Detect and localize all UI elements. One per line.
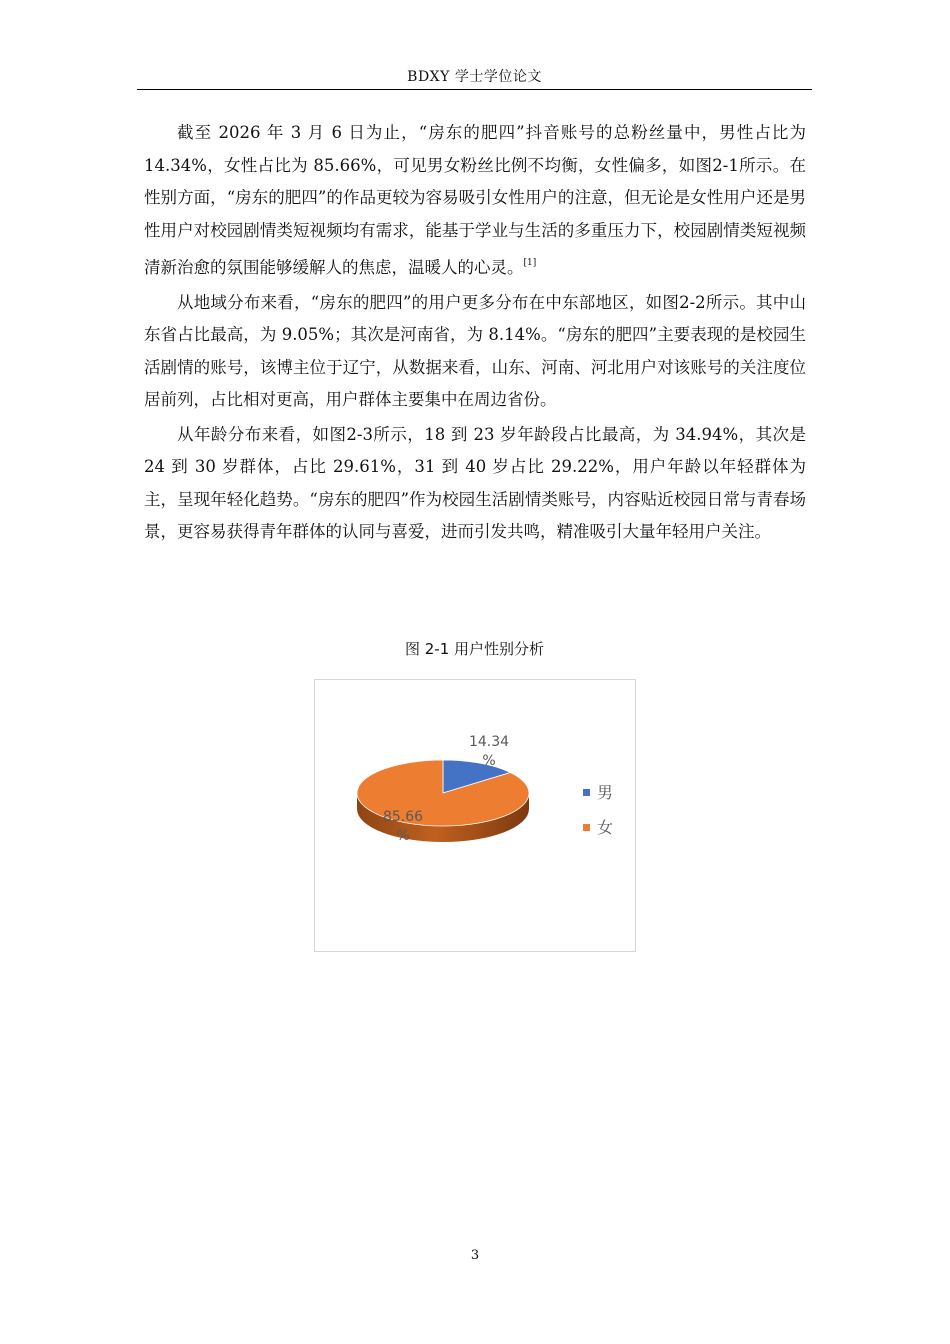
- gender-pie-chart: [314, 679, 636, 952]
- header-rule: [137, 89, 812, 90]
- paragraph-age: 从年龄分布来看，如图2-3所示，18 到 23 岁年龄段占比最高，为 34.94%，其次是 24 到 30 岁群体，占比 29.61%，31 到 40 岁占比 29.22%，用户年龄以年轻群体为主，呈现年轻化趋势。“房东的肥四”作为校园生活剧情类账号，内容贴近校园日常与青春场景，更容易获得青年群体的认同与喜爱，进而引发共鸣，精准吸引大量年轻用户关注。: [144, 424, 806, 541]
- paragraph-gender: [144, 117, 806, 285]
- pie-group: [357, 734, 529, 844]
- figure-caption: 图 2-1 用户性别分析: [404, 640, 545, 658]
- pie-chart-svg: [315, 680, 635, 951]
- body-text: [144, 117, 806, 551]
- paragraph-region: 从地域分布来看，“房东的肥四”的用户更多分布在中东部地区，如图2-2所示。其中山东省占比最高，为 9.05%；其次是河南省，为 8.14%。“房东的肥四”主要表现的是校园生活剧情的账号，该博主位于辽宁，从数据来看，山东、河南、河北用户对该账号的关注度位居前列，占比相对更高，用户群体主要集中在周边省份。: [144, 292, 806, 409]
- citation-ref[interactable]: [1]: [523, 258, 537, 268]
- legend-label-0: 男: [597, 783, 614, 802]
- legend-swatch-1: [583, 824, 590, 831]
- legend-label-1: 女: [597, 818, 614, 837]
- paragraph-gender-text: 截至 2026 年 3 月 6 日为止，“房东的肥四”抖音账号的总粉丝量中，男性占比为 14.34%，女性占比为 85.66%，可见男女粉丝比例不均衡，女性偏多，如图2-1所示。在性别方面，“房东的肥四”的作品更较为容易吸引女性用户的注意，但无论是女性用户还是男性用户对校园剧情类短视频均有需求，能基于学业与生活的多重压力下，校园剧情类短视频清新治愈的氛围能够缓解人的焦虑，温暖人的心灵。: [144, 123, 806, 277]
- pie-data-label-1: 85.66 %: [382, 809, 424, 844]
- page-number: 3: [470, 1248, 480, 1263]
- chart-legend: [583, 783, 613, 837]
- legend-swatch-0: [583, 789, 590, 796]
- pie-data-label-0: 14.34 %: [468, 734, 510, 769]
- running-header: BDXY 学士学位论文: [407, 69, 542, 85]
